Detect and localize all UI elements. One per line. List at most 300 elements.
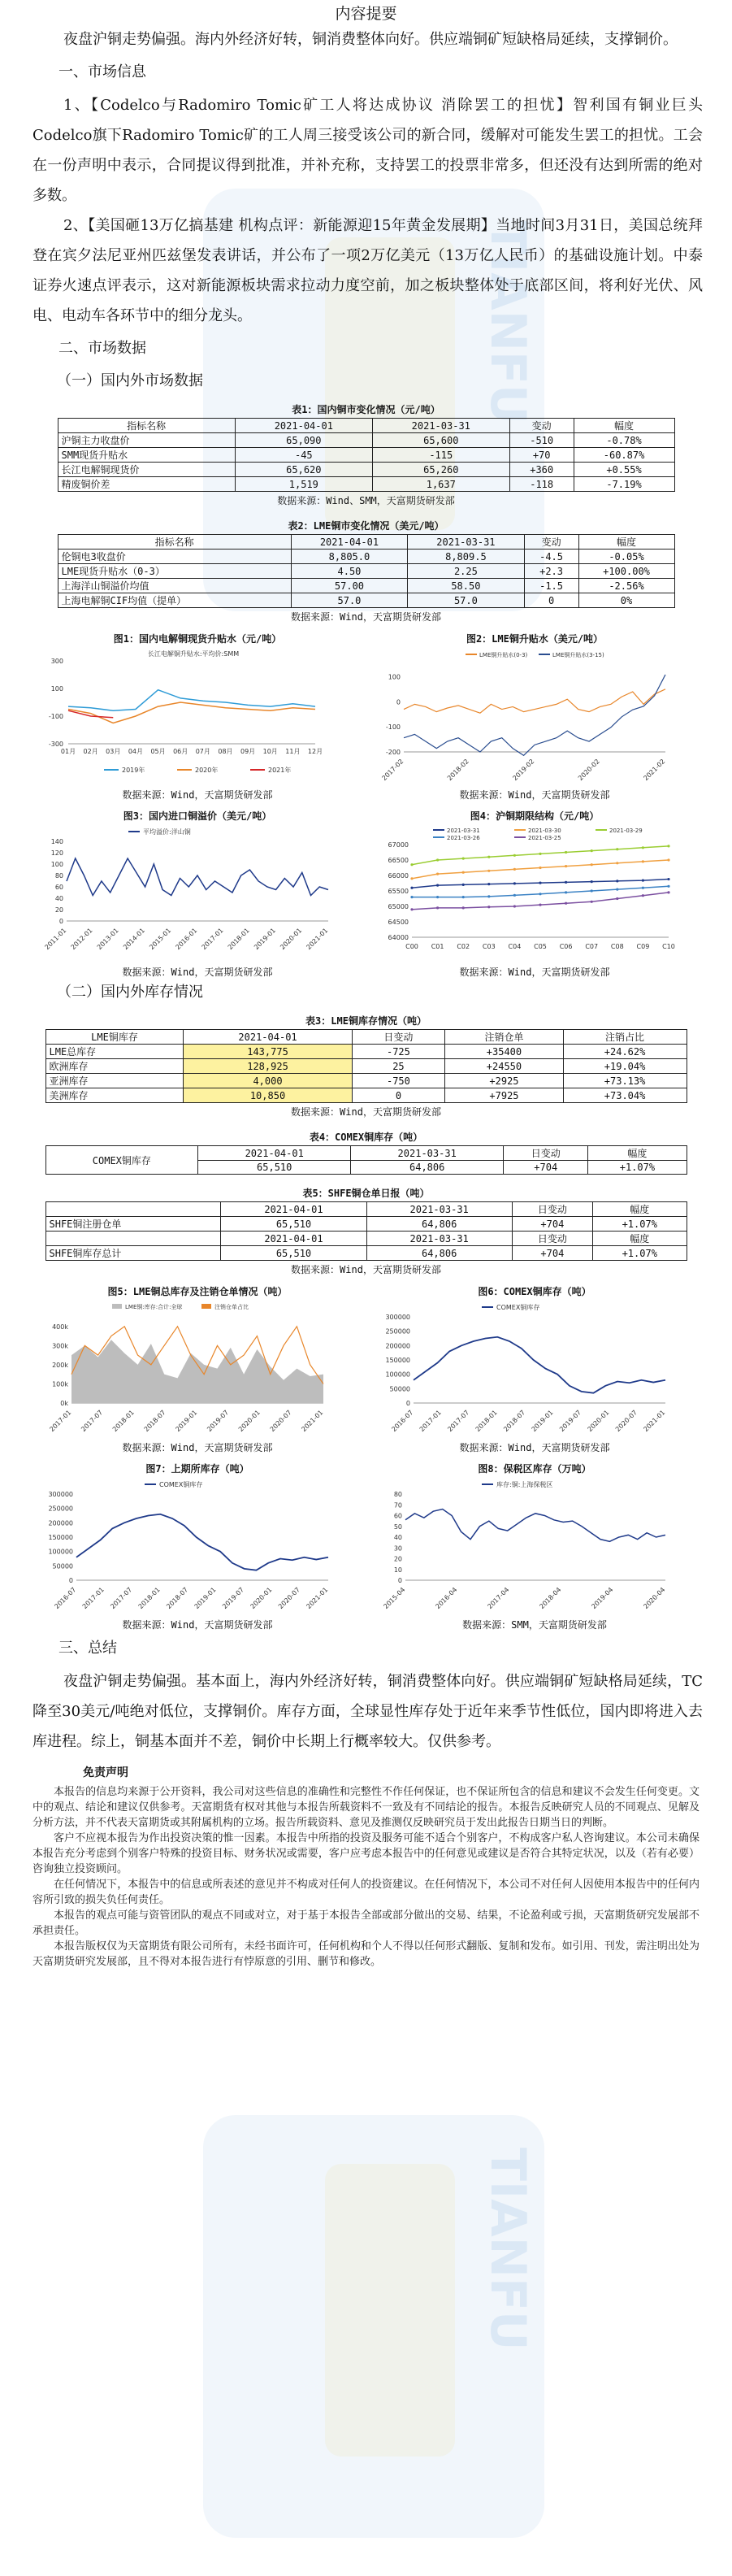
table-cell: [45, 1232, 221, 1246]
table-row-label: COMEX铜库存: [45, 1146, 198, 1175]
data-point: [591, 901, 593, 903]
lme-copper-table: [58, 534, 675, 608]
x-tick-label: 2019-07: [221, 1586, 246, 1611]
table-cell: 0: [352, 1088, 445, 1103]
disclaimer-para: 在任何情况下，本报告中的信息或所表述的意见并不构成对任何人的投资建议。在任何情况下，本公司不对任何人因使用本报告中的任何内容所引致的损失负任何责任。: [32, 1879, 700, 1906]
figure-1: [39, 632, 356, 801]
data-point: [462, 896, 465, 898]
figure-source: 数据来源：Wind，天富期货研发部: [122, 789, 273, 801]
data-point: [642, 846, 644, 849]
table-row: [58, 579, 674, 593]
news-title: 2、【美国砸13万亿搞基建 机构点评：新能源迎15年黄金发展期】: [63, 217, 496, 234]
table-cell: -510: [509, 433, 574, 448]
legend-label: 2020年: [195, 767, 219, 774]
data-point: [591, 849, 593, 852]
table1-caption: 表1：国内铜市变化情况（元/吨）: [292, 404, 440, 415]
table-cell: 8,805.0: [291, 550, 407, 564]
y-tick-label: 0: [396, 698, 401, 706]
table-cell: +2.3: [524, 564, 578, 579]
table-cell: LME铜库存: [45, 1030, 184, 1045]
x-tick-label: 2021-01: [300, 1409, 325, 1434]
table-cell: 美洲库存: [45, 1088, 184, 1103]
data-point: [591, 880, 593, 883]
x-tick-label: 2018-07: [142, 1409, 167, 1434]
data-point: [539, 893, 541, 895]
table-cell: 10,850: [184, 1088, 352, 1103]
table-row: [45, 1074, 687, 1088]
y-tick-label: 66000: [388, 872, 409, 880]
figure-source: 数据来源：Wind，天富期货研发部: [459, 967, 610, 978]
data-point: [487, 883, 490, 885]
y-tick-label: 300000: [48, 1491, 73, 1498]
data-point: [462, 858, 465, 860]
x-tick-label: 2017-07: [80, 1409, 105, 1434]
x-tick-label: 2013-01: [95, 927, 120, 952]
table-cell: SMM现货升贴水: [58, 448, 235, 463]
figure-5: [39, 1284, 356, 1453]
x-tick-label: C02: [457, 943, 470, 950]
news-body: 当地时间3月31日，美国总统拜登在宾夕法尼亚州匹兹堡发表讲话，并公布了一项2万亿美元（13万亿人民币）的基础设施计划。中泰证券火速点评表示，这对新能源板块需求拉动力度空前，加之板块整体处于底部区间，将利好光伏、风电、电动车各环节中的细分龙头。: [32, 217, 704, 324]
figure-source: 数据来源：Wind，天富期货研发部: [122, 1619, 273, 1631]
x-tick-label: 2015-01: [148, 927, 173, 952]
x-tick-label: 2021-02: [642, 758, 667, 783]
x-tick-label: 2020-07: [613, 1409, 639, 1434]
data-point: [565, 865, 567, 867]
y-tick-label: 100: [50, 685, 63, 693]
x-tick-label: 2020-01: [236, 1409, 262, 1434]
table-cell: LME现货升贴水（0-3）: [58, 564, 291, 579]
x-tick-label: C04: [508, 943, 522, 950]
table-cell: +704: [512, 1217, 592, 1232]
table-cell: +35400: [445, 1045, 563, 1059]
table-cell: 4.50: [291, 564, 407, 579]
lme-stock-chart: [39, 1299, 356, 1437]
data-point: [667, 878, 669, 880]
table-cell: 长江电解铜现货价: [58, 463, 235, 477]
table-cell: 指标名称: [58, 535, 291, 550]
table5-caption: 表5：SHFE铜仓单日报（吨）: [302, 1188, 430, 1199]
y-tick-label: 0: [68, 1577, 73, 1584]
series-line: [412, 860, 669, 879]
y-tick-label: 250000: [385, 1327, 410, 1336]
data-point: [616, 880, 618, 882]
data-point: [462, 906, 465, 909]
y-tick-label: 80: [393, 1491, 402, 1498]
x-tick-label: 02月: [83, 748, 98, 755]
legend-label: COMEX铜库存: [496, 1304, 540, 1311]
x-tick-label: 01月: [60, 748, 76, 755]
y-tick-label: 200000: [48, 1519, 73, 1527]
summary-paragraph: 夜盘沪铜走势偏强。基本面上，海内外经济好转，铜消费整体向好。供应端铜矿短缺格局延续，TC降至30美元/吨绝对低位，支撑铜价。库存方面，全球显性库存处于近年来季节性低位，国内即将进入去库进程。综上，铜基本面并不差，铜价中长期上行概率较大。仅供参考。: [32, 1673, 703, 1750]
y-tick-label: 65000: [388, 903, 409, 910]
figure-caption: 图4：沪铜期限结构（元/吨）: [470, 810, 600, 822]
table-cell: 143,775: [184, 1045, 352, 1059]
x-tick-label: 2017-01: [80, 1586, 106, 1611]
x-tick-label: 2016-01: [174, 927, 199, 952]
y-tick-label: 200000: [385, 1342, 410, 1350]
x-tick-label: C10: [662, 943, 675, 950]
data-point: [642, 894, 644, 897]
table-cell: 128,925: [184, 1059, 352, 1074]
x-tick-label: 2018-01: [226, 927, 251, 952]
y-tick-label: 300: [50, 658, 63, 665]
disclaimer-para: 本报告的信息均来源于公开资料，我公司对这些信息的准确性和完整性不作任何保证，也不保证所包含的信息和建议不会发生任何变更。文中的观点、结论和建议仅供参考。天富期货有权对其他与本报告所载资料不一致及有不同结论的报告。本报告反映研究人员的不同观点、见解及分析方法，并不代表天富期货或其附属机构的立场。报告所载资料、意见及推测仅反映研究员于发出此报告日期当日的判断。: [32, 1786, 700, 1829]
x-tick-label: 05月: [150, 748, 166, 755]
table-cell: 64,806: [366, 1246, 512, 1261]
table-row: [58, 433, 674, 448]
table4-caption: 表4：COMEX铜库存（吨）: [309, 1132, 423, 1143]
figure-caption: 图5：LME铜总库存及注销仓单情况（吨）: [107, 1286, 288, 1297]
y-tick-label: 0k: [60, 1400, 68, 1407]
legend-swatch: [112, 1304, 122, 1309]
x-tick-label: 2019-07: [558, 1409, 583, 1434]
y-tick-label: 250000: [48, 1505, 73, 1513]
table-cell: +70: [509, 448, 574, 463]
table-cell: 2.25: [408, 564, 524, 579]
data-point: [667, 858, 669, 861]
figure-caption: 图3：国内进口铜溢价（美元/吨）: [123, 810, 272, 822]
x-tick-label: 2016-07: [53, 1586, 78, 1611]
y-tick-label: 200k: [52, 1361, 68, 1369]
y-tick-label: 60: [54, 884, 63, 891]
table3-caption: 表3：LME铜库存情况（吨）: [305, 1015, 427, 1027]
x-tick-label: 2019-07: [206, 1409, 231, 1434]
data-point: [642, 879, 644, 881]
table-header-row: [45, 1030, 687, 1045]
x-tick-label: 12月: [307, 748, 323, 755]
data-point: [487, 870, 490, 872]
y-tick-label: -200: [385, 749, 401, 756]
table-row: [45, 1059, 687, 1074]
x-tick-label: 06月: [173, 748, 188, 755]
table-cell: 65,620: [235, 463, 372, 477]
data-point: [642, 887, 644, 889]
figure-caption: 图1：国内电解铜现货升贴水（元/吨）: [113, 633, 282, 645]
legend-swatch: [201, 1304, 211, 1309]
table-cell: 1,637: [372, 477, 509, 492]
x-tick-label: 2017-01: [418, 1409, 443, 1434]
section-heading-market-data: 二、市场数据: [58, 340, 146, 357]
table-header-row: [45, 1146, 687, 1161]
table-cell: +704: [504, 1161, 588, 1175]
x-tick-label: C09: [636, 943, 650, 950]
disclaimer: [0, 1761, 732, 1970]
data-point: [616, 897, 618, 900]
y-tick-label: 80: [54, 872, 63, 880]
data-point: [513, 894, 516, 897]
x-tick-label: 2019-01: [193, 1586, 218, 1611]
table-row: [45, 1217, 687, 1232]
data-point: [591, 889, 593, 892]
table-cell: 25: [352, 1059, 445, 1074]
data-point: [616, 888, 618, 891]
y-tick-label: 150000: [385, 1357, 410, 1364]
y-tick-label: 50000: [52, 1562, 73, 1570]
table-cell: +1.07%: [593, 1246, 687, 1261]
comex-stock-chart: [376, 1299, 693, 1437]
shfe-warrant-table: [45, 1201, 687, 1261]
table-row: [45, 1088, 687, 1103]
x-tick-label: 2021-01: [305, 927, 330, 952]
data-point: [436, 858, 439, 861]
y-tick-label: 100: [50, 861, 63, 868]
data-point: [436, 873, 439, 875]
figure-caption: 图2：LME铜升贴水（美元/吨）: [466, 633, 604, 645]
x-tick-label: 2018-07: [165, 1586, 190, 1611]
table-row: [45, 1246, 687, 1261]
table-cell: 64,806: [351, 1161, 504, 1175]
disclaimer-para: 本报告版权仅为天富期货有限公司所有，未经书面许可，任何机构和个人不得以任何形式翻版、复制和发布。如引用、刊发，需注明出处为天富期货研究发展部，且不得对本报告进行有悖原意的引用、删节和修改。: [32, 1940, 700, 1968]
table-cell: -118: [509, 477, 574, 492]
table2-caption: 表2：LME铜市变化情况（美元/吨）: [288, 520, 444, 532]
table-cell: 日变动: [352, 1030, 445, 1045]
legend-title: 长江电解铜升贴水:平均价:SMM: [147, 650, 240, 658]
x-tick-label: 2017-01: [48, 1409, 73, 1434]
legend-label: 2019年: [122, 767, 145, 774]
data-point: [462, 871, 465, 874]
data-point: [616, 862, 618, 864]
table-cell: 幅度: [574, 419, 674, 433]
table-cell: 0: [524, 593, 578, 608]
disclaimer-para: 本报告的观点可能与资管团队的观点不同或对立，对于基于本报告全部或部分做出的交易、结果，不论盈利或亏损，天富期货研究发展部不承担责任。: [32, 1909, 700, 1937]
x-tick-label: 2012-01: [69, 927, 94, 952]
table-cell: 幅度: [593, 1202, 687, 1217]
table-cell: +24550: [445, 1059, 563, 1074]
x-tick-label: 2020-02: [576, 758, 601, 783]
comex-inventory-table: [45, 1145, 687, 1175]
x-tick-label: C05: [534, 943, 547, 950]
figure-source: 数据来源：SMM，天富期货研发部: [462, 1619, 607, 1631]
y-tick-label: 66500: [388, 857, 409, 864]
table-cell: +73.04%: [563, 1088, 687, 1103]
x-tick-label: 2020-01: [249, 1586, 274, 1611]
data-point: [410, 863, 413, 866]
table-cell: 65,260: [372, 463, 509, 477]
series-line: [76, 1514, 328, 1570]
figure-source: 数据来源：Wind，天富期货研发部: [459, 789, 610, 801]
table-cell: 日变动: [512, 1232, 592, 1246]
table-cell: +2925: [445, 1074, 563, 1088]
news-item-2: [0, 211, 732, 331]
table-cell: 幅度: [588, 1146, 687, 1161]
subsection-heading-market: （一）国内外市场数据: [57, 372, 203, 389]
table-cell: 65,510: [221, 1246, 366, 1261]
table-cell: 1,519: [235, 477, 372, 492]
data-point: [539, 904, 541, 906]
data-point: [462, 884, 465, 886]
y-tick-label: 40: [393, 1534, 402, 1541]
data-point: [410, 908, 413, 910]
table-cell: 64,806: [366, 1217, 512, 1232]
x-tick-label: 2018-01: [110, 1409, 136, 1434]
y-tick-label: -100: [48, 713, 63, 720]
y-tick-label: 40: [54, 895, 63, 902]
y-tick-label: 0: [405, 1400, 410, 1407]
table-cell: 注销仓单: [445, 1030, 563, 1045]
table-cell: 欧洲库存: [45, 1059, 184, 1074]
table-cell: 2021-03-31: [366, 1202, 512, 1217]
series-line: [67, 858, 328, 896]
disclaimer-para: 客户不应视本报告为作出投资决策的惟一因素。本报告中所指的投资及服务可能不适合个别客户，不构成客户私人咨询建议。本公司未确保本报告充分考虑到个别客户特殊的投资目标、财务状况或需要，客户应考虑本报告中的任何意见或建议是否符合其特定状况，以及（若有必要）咨询独立投资顾问。: [32, 1832, 700, 1875]
x-tick-label: 2018-02: [445, 758, 470, 783]
table-cell: 65,090: [235, 433, 372, 448]
y-tick-label: 300k: [52, 1342, 68, 1350]
table-header-row: [58, 535, 674, 550]
table-cell: 4,000: [184, 1074, 352, 1088]
y-tick-label: 60: [393, 1512, 402, 1520]
table-cell: +360: [509, 463, 574, 477]
x-tick-label: 11月: [285, 748, 301, 755]
table-cell: +100.00%: [578, 564, 674, 579]
table-header-row: [45, 1202, 687, 1217]
y-tick-label: 100k: [52, 1380, 68, 1388]
table-row: [58, 550, 674, 564]
legend-label: LME铜:库存:合计:全球: [125, 1304, 183, 1310]
table-cell: 2021-04-01: [235, 419, 372, 433]
legend-label: COMEX铜库存: [159, 1481, 203, 1488]
y-tick-label: -300: [48, 741, 63, 748]
x-tick-label: C07: [585, 943, 599, 950]
table-cell: +1.07%: [588, 1161, 687, 1175]
figure-2: [376, 632, 693, 801]
x-tick-label: 2017-07: [109, 1586, 134, 1611]
x-tick-label: 2011-01: [43, 927, 68, 952]
x-tick-label: 04月: [128, 748, 144, 755]
table-cell: 指标名称: [58, 419, 235, 433]
data-point: [436, 906, 439, 909]
figure-4: [376, 809, 693, 978]
x-tick-label: 10月: [262, 748, 278, 755]
table-cell: 58.50: [408, 579, 524, 593]
y-tick-label: 20: [393, 1555, 402, 1563]
data-point: [410, 887, 413, 889]
x-tick-label: 2020-07: [268, 1409, 293, 1434]
figure-6: [376, 1284, 693, 1453]
y-tick-label: 150000: [48, 1534, 73, 1541]
lme-inventory-table: [45, 1029, 687, 1103]
x-tick-label: 2020-01: [586, 1409, 611, 1434]
figure-source: 数据来源：Wind，天富期货研发部: [122, 967, 273, 978]
data-point: [667, 885, 669, 888]
legend-label: 平均溢价:洋山铜: [143, 828, 191, 836]
x-tick-label: 2017-02: [380, 758, 405, 783]
table-cell: -4.5: [524, 550, 578, 564]
table-cell: 亚洲库存: [45, 1074, 184, 1088]
spot-premium-chart: [39, 646, 356, 784]
legend-label: 2021年: [268, 767, 292, 774]
table-row: [58, 593, 674, 608]
x-tick-label: 2021-01: [642, 1409, 667, 1434]
x-tick-label: 08月: [218, 748, 233, 755]
y-tick-label: 70: [393, 1501, 402, 1510]
table-cell: 沪铜主力收盘价: [58, 433, 235, 448]
y-tick-label: -100: [385, 723, 401, 732]
table-cell: 幅度: [593, 1232, 687, 1246]
table-row: [58, 564, 674, 579]
shfe-stock-chart: [39, 1476, 356, 1614]
table-cell: 65,510: [221, 1217, 366, 1232]
table-cell: 上海洋山铜溢价均值: [58, 579, 291, 593]
y-tick-label: 64000: [388, 934, 409, 941]
table-header-row: [45, 1232, 687, 1246]
x-tick-label: 2021-01: [305, 1586, 330, 1611]
table-row: [45, 1045, 687, 1059]
data-point: [565, 851, 567, 854]
table-cell: 2021-03-31: [372, 419, 509, 433]
table-header-row: [58, 419, 674, 433]
table-cell: 57.0: [291, 593, 407, 608]
legend-label: 2021-03-29: [609, 828, 643, 834]
data-point: [565, 881, 567, 884]
x-tick-label: 2020-07: [276, 1586, 301, 1611]
table-cell: -2.56%: [578, 579, 674, 593]
y-tick-label: 100000: [48, 1548, 73, 1556]
figure-8: [376, 1462, 693, 1631]
section-heading-summary: 三、总结: [58, 1640, 117, 1657]
table-cell: 2021-04-01: [184, 1030, 352, 1045]
table-cell: 上海电解铜CIF均值（提单）: [58, 593, 291, 608]
data-point: [487, 856, 490, 858]
table-cell: 精废铜价差: [58, 477, 235, 492]
table-row: [58, 477, 674, 492]
x-tick-label: 2016-04: [434, 1586, 459, 1611]
data-point: [410, 896, 413, 898]
news-item-1: [0, 90, 732, 211]
legend-label: 2021-03-31: [447, 828, 480, 834]
legend-label: 2021-03-30: [528, 828, 561, 834]
disclaimer-title: 免责声明: [83, 1766, 128, 1779]
data-point: [667, 845, 669, 847]
x-tick-label: 2014-01: [122, 927, 147, 952]
watermark: TIANFU: [203, 189, 544, 611]
series-line: [68, 710, 113, 718]
table-cell: +73.13%: [563, 1074, 687, 1088]
table-row: [58, 448, 674, 463]
x-tick-label: C08: [610, 943, 624, 950]
news-body: 智利国有铜业巨头Codelco旗下Radomiro Tomic矿的工人周三接受该公司的新合同，缓解对可能发生罢工的担忧。工会在一份声明中表示，合同提议得到批准，并补充称，支持罢工的投票非常多，但还没有达到所需的绝对多数。: [32, 97, 704, 204]
table-cell: 日变动: [504, 1146, 588, 1161]
series-line: [404, 689, 665, 713]
data-point: [565, 902, 567, 905]
table-cell: SHFE铜注册仓单: [45, 1217, 221, 1232]
y-tick-label: 0: [58, 918, 63, 925]
data-point: [436, 896, 439, 898]
table-cell: 日变动: [512, 1202, 592, 1217]
import-premium-chart: [39, 823, 356, 962]
x-tick-label: 2019-01: [253, 927, 278, 952]
table-cell: -725: [352, 1045, 445, 1059]
x-tick-label: C00: [405, 943, 418, 950]
legend-label: 2021-03-25: [528, 835, 561, 841]
table-cell: +24.62%: [563, 1045, 687, 1059]
y-tick-label: 120: [50, 849, 63, 857]
subsection-heading-inventory: （二）国内外库存情况: [57, 984, 203, 1001]
x-tick-label: 2017-01: [200, 927, 225, 952]
domestic-copper-table: [58, 418, 675, 492]
table-cell: 65,600: [372, 433, 509, 448]
data-point: [616, 848, 618, 850]
section-heading-market-info: 一、市场信息: [58, 63, 146, 80]
data-point: [436, 884, 439, 887]
data-point: [591, 863, 593, 866]
table-cell: 2021-04-01: [198, 1146, 351, 1161]
figure-caption: 图7：上期所库存（吨）: [145, 1463, 249, 1475]
series-line: [404, 675, 665, 755]
x-tick-label: C01: [431, 943, 444, 950]
y-tick-label: 400k: [52, 1323, 68, 1331]
y-tick-label: 10: [393, 1566, 402, 1574]
table-cell: -115: [372, 448, 509, 463]
